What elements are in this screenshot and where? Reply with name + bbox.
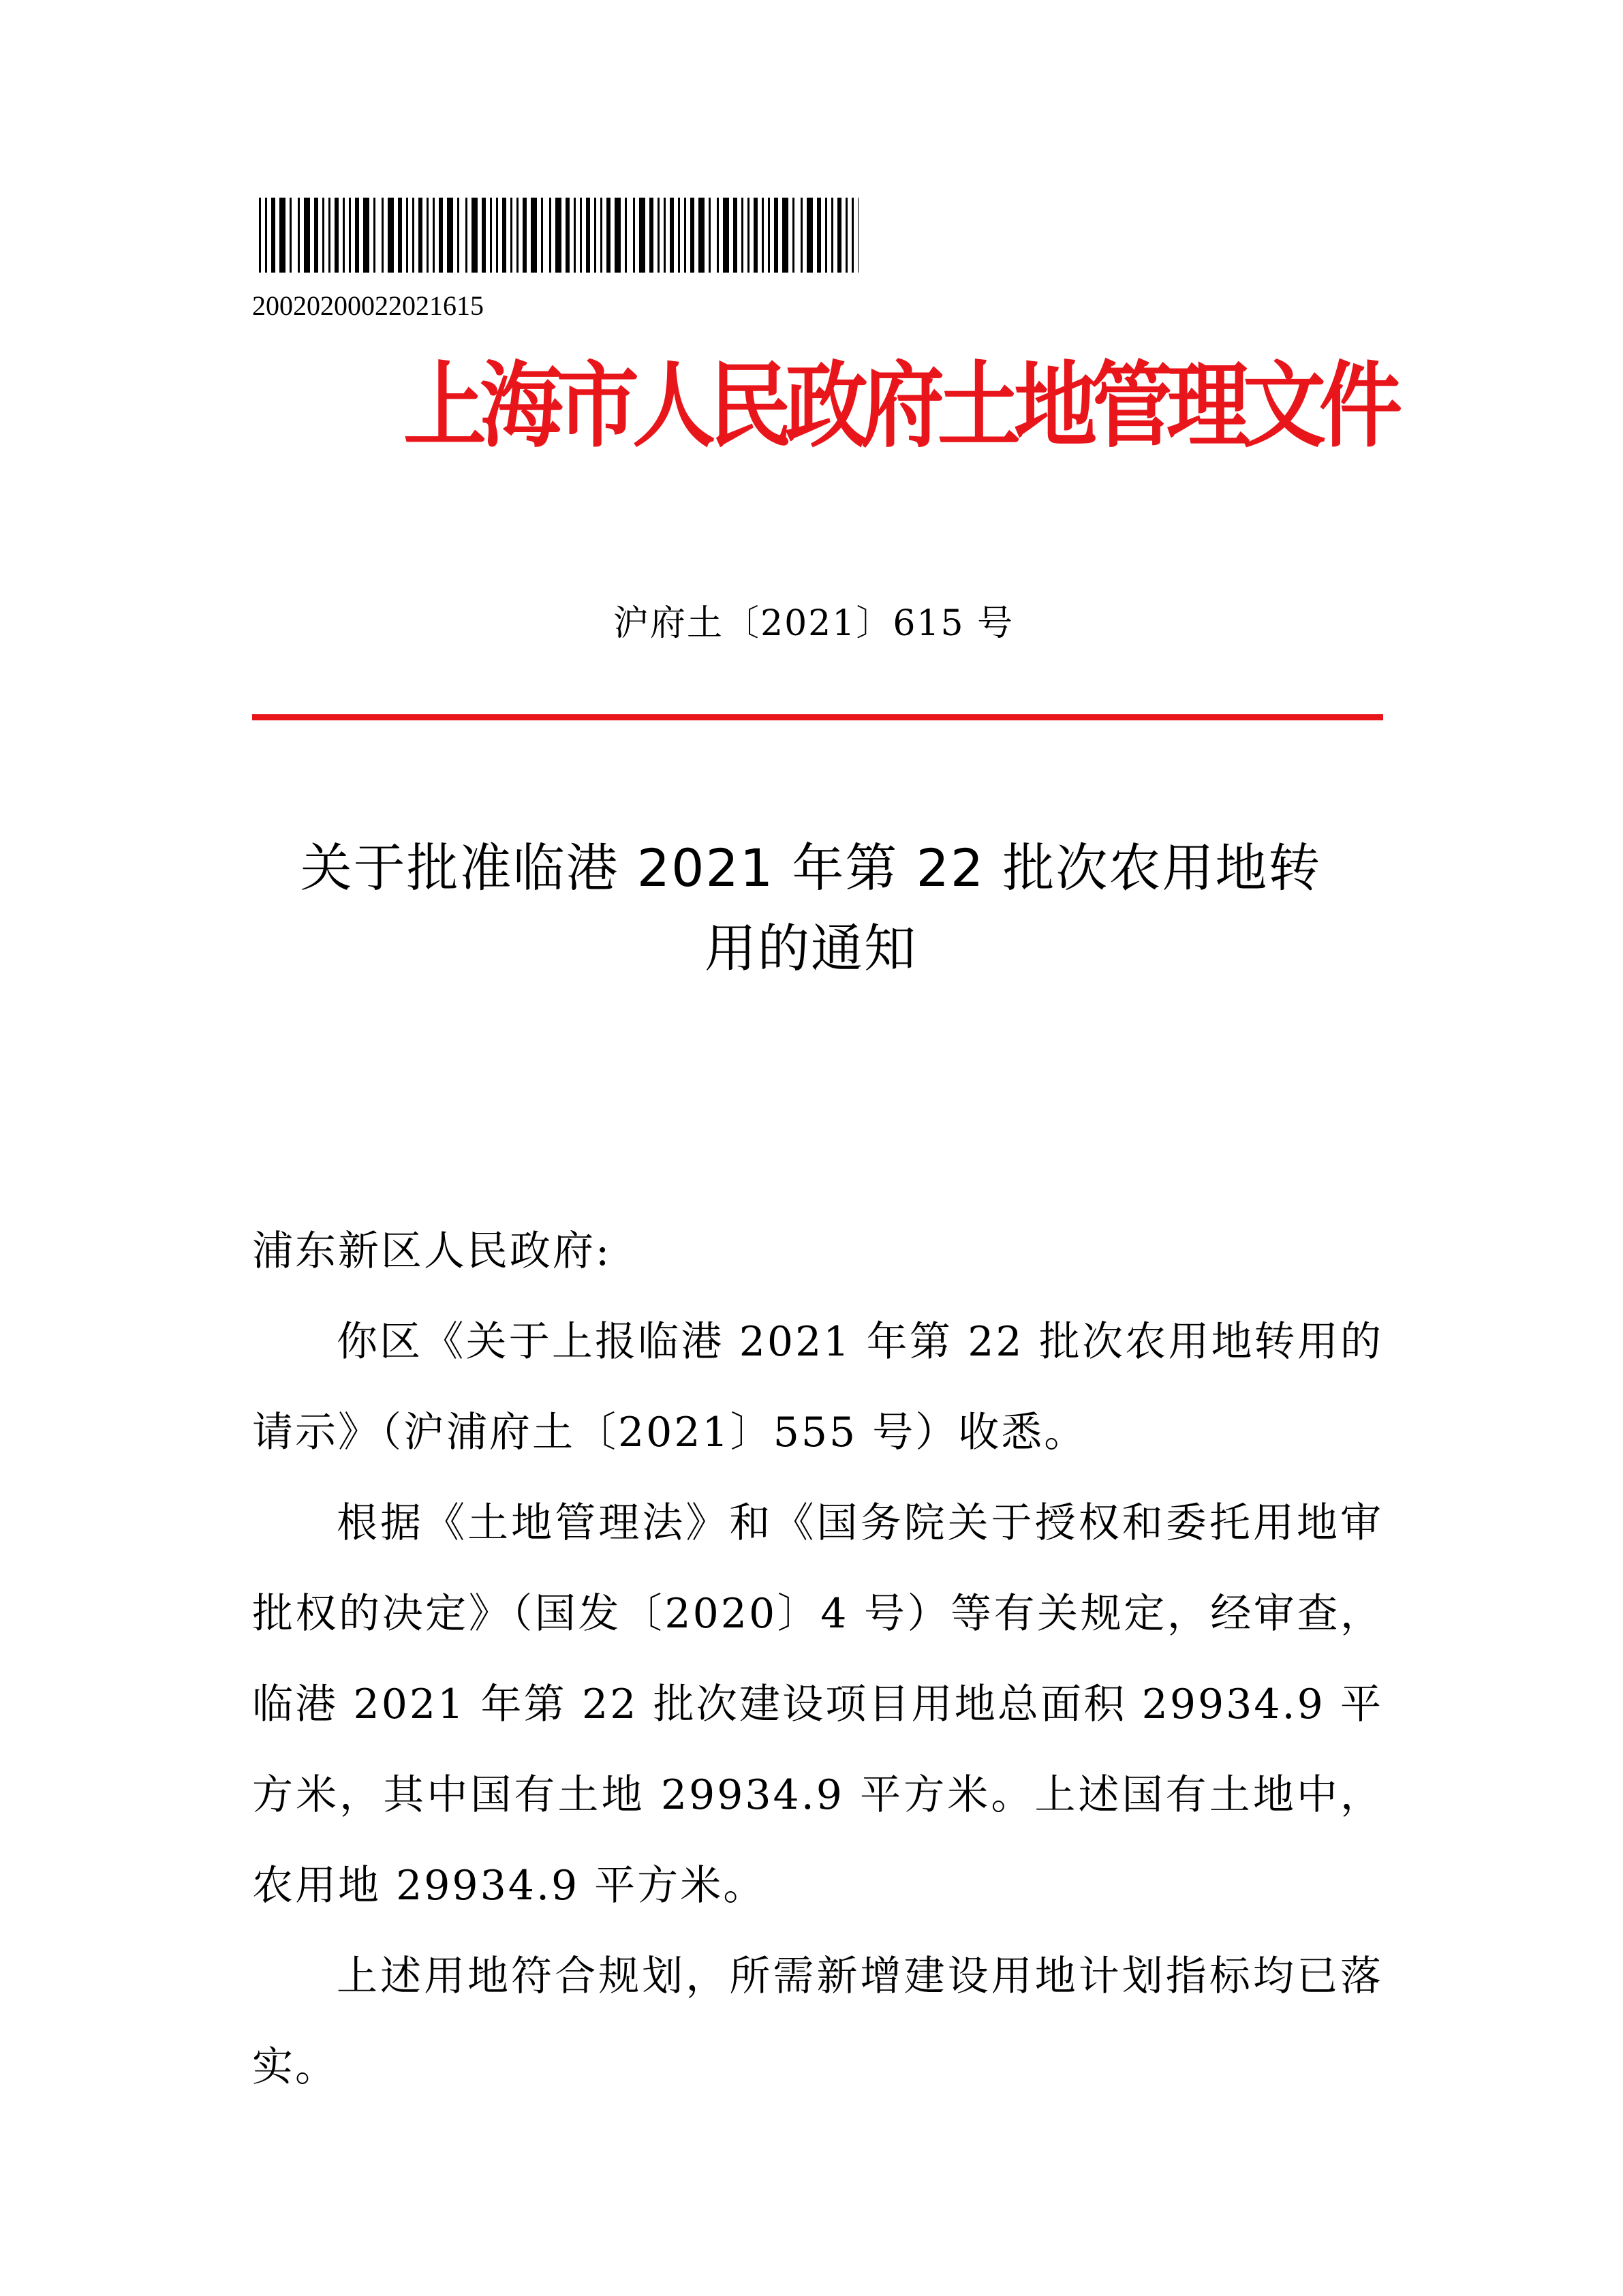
barcode-bar — [606, 198, 610, 273]
barcode-bar — [304, 198, 310, 273]
barcode-bar — [733, 198, 737, 273]
barcode-bar — [349, 198, 351, 273]
barcode-bar — [639, 198, 645, 273]
barcode-bar — [747, 198, 749, 273]
barcode-bar — [496, 198, 498, 273]
barcode-bar — [633, 198, 635, 273]
body-paragraph-2: 根据《土地管理法》和《国务院关于授权和委托用地审批权的决定》（国发〔2020〕4 号）等有关规定，经审查，临港 2021 年第 22 批次建设项目用地总面积 29934.9 平方米，其中国有土地 29934.9 平方米。上述国有土地中，农用地 29934.9 平方米。 — [252, 1499, 1383, 1910]
barcode-bar — [566, 198, 570, 273]
barcode-bar — [698, 198, 705, 273]
barcode — [259, 198, 859, 273]
barcode-bar — [574, 198, 576, 273]
barcode-bar — [523, 198, 527, 273]
barcode-bar — [825, 198, 827, 273]
barcode-bar — [355, 198, 359, 273]
barcode-bar — [717, 198, 719, 273]
barcode-bar — [594, 198, 596, 273]
barcode-bar — [782, 198, 788, 273]
barcode-bar — [290, 198, 292, 273]
barcode-bar — [502, 198, 506, 273]
barcode-bar — [625, 198, 627, 273]
barcode-bar — [482, 198, 486, 273]
document-body — [252, 1206, 1383, 2113]
barcode-bar — [807, 198, 813, 273]
barcode-bar — [792, 198, 794, 273]
barcode-bar — [858, 198, 859, 273]
barcode-bar — [768, 198, 770, 273]
barcode-bar — [271, 198, 275, 273]
barcode-bar — [852, 198, 854, 273]
barcode-bar — [328, 198, 330, 273]
barcode-bar — [279, 198, 285, 273]
barcode-bar — [754, 198, 758, 273]
body-paragraph-1: 你区《关于上报临港 2021 年第 22 批次农用地转用的请示》（沪浦府土〔2021〕555 号）收悉。 — [252, 1318, 1383, 1456]
document-title — [232, 828, 1390, 989]
barcode-bar — [817, 198, 821, 273]
barcode-bar — [343, 198, 345, 273]
barcode-bar — [516, 198, 519, 273]
barcode-bar — [265, 198, 267, 273]
red-divider — [252, 714, 1383, 720]
barcode-bar — [658, 198, 660, 273]
barcode-bar — [684, 198, 686, 273]
barcode-bar — [298, 198, 300, 273]
barcode-bar — [382, 198, 384, 273]
barcode-bar — [586, 198, 590, 273]
barcode-bar — [406, 198, 408, 273]
barcode-bar — [398, 198, 402, 273]
barcode-bar — [427, 198, 429, 273]
barcode-bar — [335, 198, 339, 273]
barcode-bar — [465, 198, 467, 273]
barcode-bar — [412, 198, 414, 273]
barcode-bar — [472, 198, 478, 273]
issuer-title: 上海市人民政府土地管理文件 — [403, 350, 1395, 461]
barcode-bar — [549, 198, 551, 273]
barcode-bar — [801, 198, 803, 273]
barcode-bar — [439, 198, 443, 273]
barcode-bar — [388, 198, 394, 273]
barcode-bar — [490, 198, 492, 273]
barcode-bar — [709, 198, 711, 273]
barcode-bar — [831, 198, 833, 273]
barcode-bar — [664, 198, 666, 273]
barcode-bar — [541, 198, 543, 273]
barcode-bar — [762, 198, 764, 273]
barcode-bar — [649, 198, 653, 273]
barcode-bar — [457, 198, 459, 273]
barcode-bar — [314, 198, 318, 273]
barcode-bar — [774, 198, 778, 273]
barcode-bar — [363, 198, 369, 273]
barcode-bar — [741, 198, 743, 273]
barcode-bar — [447, 198, 453, 273]
barcode-bar — [615, 198, 621, 273]
barcode-bar — [373, 198, 375, 273]
barcode-bar — [670, 198, 674, 273]
barcode-bar — [531, 198, 537, 273]
barcode-bar — [510, 198, 512, 273]
barcode-bar — [846, 198, 848, 273]
salutation: 浦东新区人民政府: — [252, 1227, 612, 1275]
barcode-bar — [259, 198, 261, 273]
document-number: 沪府土〔2021〕615 号 — [613, 603, 1015, 644]
barcode-bar — [600, 198, 602, 273]
barcode-bar — [418, 198, 422, 273]
barcode-bar — [322, 198, 324, 273]
barcode-bar — [580, 198, 582, 273]
barcode-bar — [837, 198, 841, 273]
barcode-bar — [678, 198, 680, 273]
body-paragraph-3: 上述用地符合规划，所需新增建设用地计划指标均已落实。 — [252, 1953, 1383, 2091]
barcode-bar — [555, 198, 561, 273]
barcode-number: 20020200022021615 — [252, 290, 484, 321]
barcode-bar — [723, 198, 729, 273]
document-title-line-1: 关于批准临港 2021 年第 22 批次农用地转 — [300, 838, 1322, 898]
barcode-bar — [433, 198, 435, 273]
document-title-line-2: 用的通知 — [705, 918, 917, 979]
barcode-bar — [690, 198, 694, 273]
